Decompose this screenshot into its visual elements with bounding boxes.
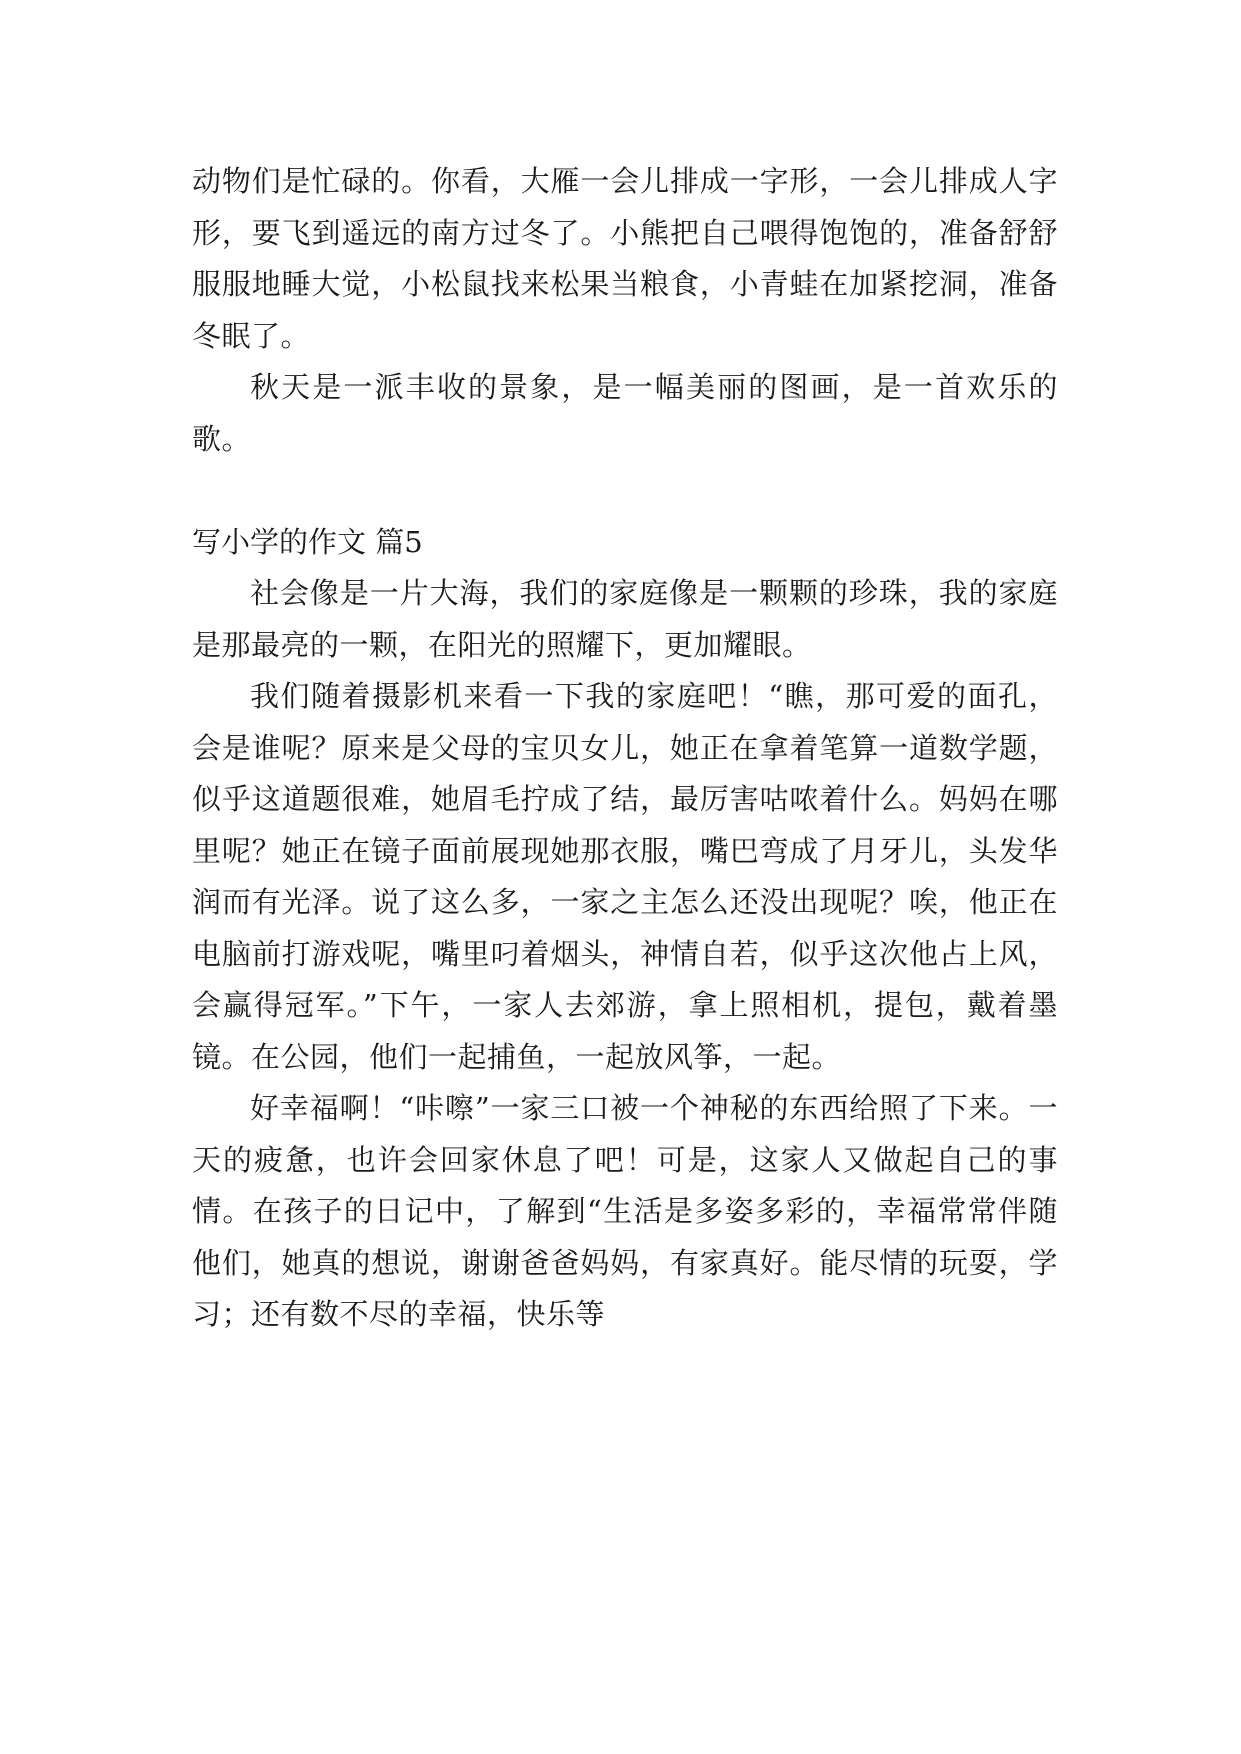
paragraph-animals: 动物们是忙碌的。你看，大雁一会儿排成一字形，一会儿排成人字形，要飞到遥远的南方过冬了。小熊把自己喂得饱饱的，准备舒舒服服地睡大觉，小松鼠找来松果当粮食，小青蛙在加紧挖洞，准备冬眠了。 (192, 164, 1058, 353)
essay-heading: 写小学的作文 篇5 (192, 524, 423, 559)
paragraph-happiness: 好幸福啊！“咔嚓”一家三口被一个神秘的东西给照了下来。一天的疲惫，也许会回家休息了吧！可是，这家人又做起自己的事情。在孩子的日记中，了解到“生活是多姿多彩的，幸福常常伴随他们，她真的想说，谢谢爸爸妈妈，有家真好。能尽情的玩耍，学习；还有数不尽的幸福，快乐等 (192, 1091, 1058, 1331)
paragraph-society: 社会像是一片大海，我们的家庭像是一颗颗的珍珠，我的家庭是那最亮的一颗，在阳光的照耀下，更加耀眼。 (192, 576, 1058, 662)
section-gap (192, 465, 1058, 517)
paragraph-family-camera: 我们随着摄影机来看一下我的家庭吧！“瞧，那可爱的面孔，会是谁呢？原来是父母的宝贝女儿，她正在拿着笔算一道数学题，似乎这道题很难，她眉毛拧成了结，最厉害咕哝着什么。妈妈在哪里呢？她正在镜子面前展现她那衣服，嘴巴弯成了月牙儿，头发华润而有光泽。说了这么多，一家之主怎么还没出现呢？唉，他正在电脑前打游戏呢，嘴里叼着烟头，神情自若，似乎这次他占上风，会赢得冠军。”下午，一家人去郊游，拿上照相机，提包，戴着墨镜。在公园，他们一起捕鱼，一起放风筝，一起。 (192, 679, 1058, 1074)
paragraph-autumn-summary: 秋天是一派丰收的景象，是一幅美丽的图画，是一首欢乐的歌。 (192, 370, 1058, 456)
document-body (192, 156, 1058, 1341)
